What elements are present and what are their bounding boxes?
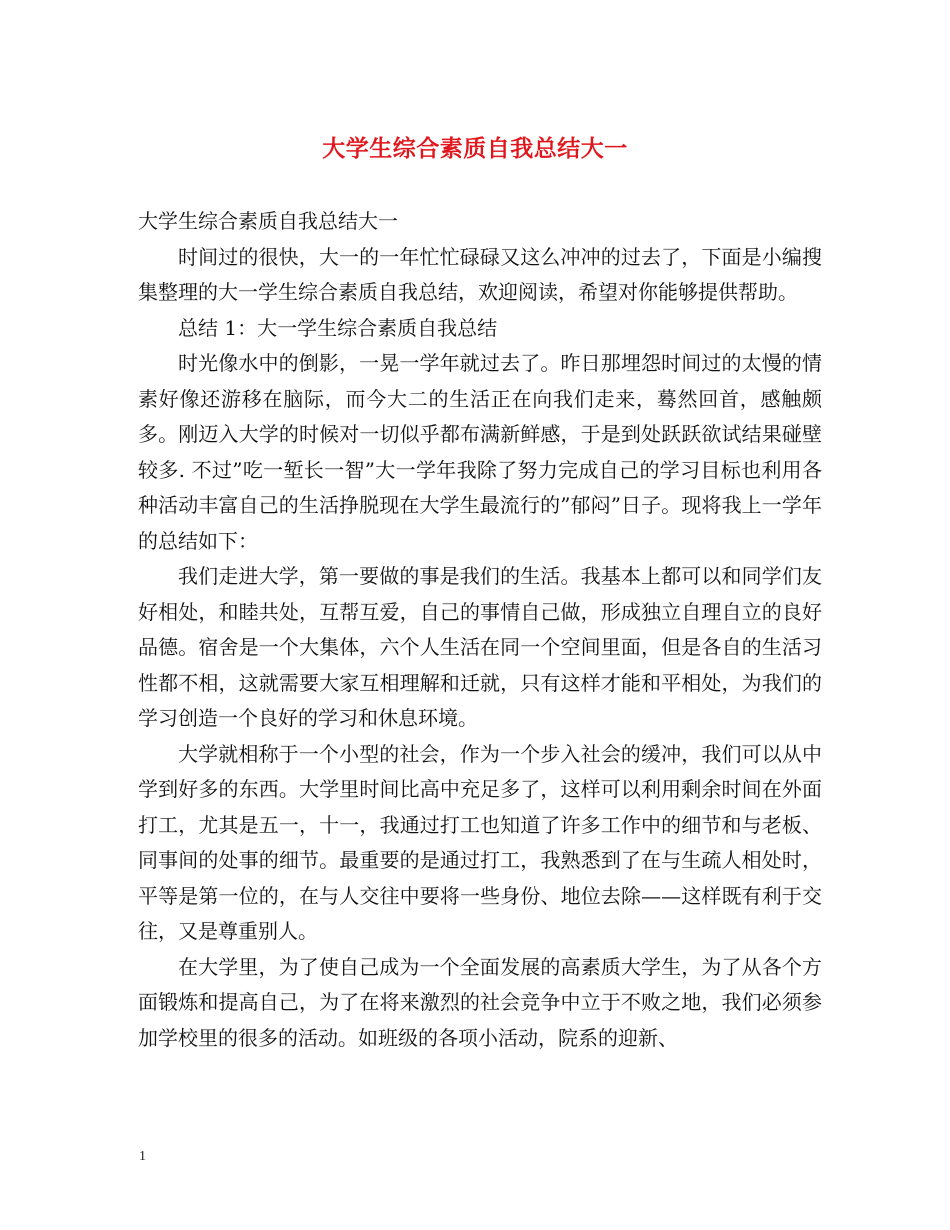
paragraph: 我们走进大学，第一要做的事是我们的生活。我基本上都可以和同学们友好相处，和睦共处，互帮互爱，自己的事情自己做，形成独立自理自立的良好品德。宿舍是一个大集体，六个人生活在同一个空间里面，但是各自的生活习性都不相，这就需要大家互相理解和迁就，只有这样才能和平相处，为我们的学习创造一个良好的学习和休息环境。 <box>138 564 822 730</box>
paragraph: 在大学里，为了使自己成为一个全面发展的高素质大学生，为了从各个方面锻炼和提高自己，为了在将来激烈的社会竞争中立于不败之地，我们必须参加学校里的很多的活动。如班级的各项小活动，院系的迎新、 <box>138 954 822 1050</box>
document-title: 大学生综合素质自我总结大一 <box>322 135 628 162</box>
paragraph: 时光像水中的倒影，一晃一学年就过去了。昨日那埋怨时间过的太慢的情素好像还游移在脑际，而今大二的生活正在向我们走来，蓦然回首，感触颇多。刚迈入大学的时候对一切似乎都布满新鲜感，于是到处跃跃欲试结果碰壁较多. 不过”吃一堑长一智”大一学年我除了努力完成自己的学习目标也利用各种活动丰富自己的生活挣脱现在大学生最流行的”郁闷”日子。现将我上一学年的总结如下： <box>138 351 822 553</box>
paragraph-heading: 大学生综合素质自我总结大一 <box>138 209 398 233</box>
document-body <box>138 204 822 1056</box>
paragraph: 大学就相称于一个小型的社会，作为一个步入社会的缓冲，我们可以从中学到好多的东西。大学里时间比高中充足多了，这样可以利用剩余时间在外面打工，尤其是五一，十一，我通过打工也知道了许多工作中的细节和与老板、同事间的处事的细节。最重要的是通过打工，我熟悉到了在与生疏人相处时，平等是第一位的，在与人交往中要将一些身份、地位去除——这样既有利于交往，又是尊重别人。 <box>138 741 822 943</box>
page-number: 1 <box>139 1149 146 1164</box>
paragraph-intro: 时间过的很快，大一的一年忙忙碌碌又这么冲冲的过去了，下面是小编搜集整理的大一学生综合素质自我总结，欢迎阅读，希望对你能够提供帮助。 <box>138 244 822 304</box>
section-heading-summary-1: 总结 1：大一学生综合素质自我总结 <box>178 315 498 340</box>
